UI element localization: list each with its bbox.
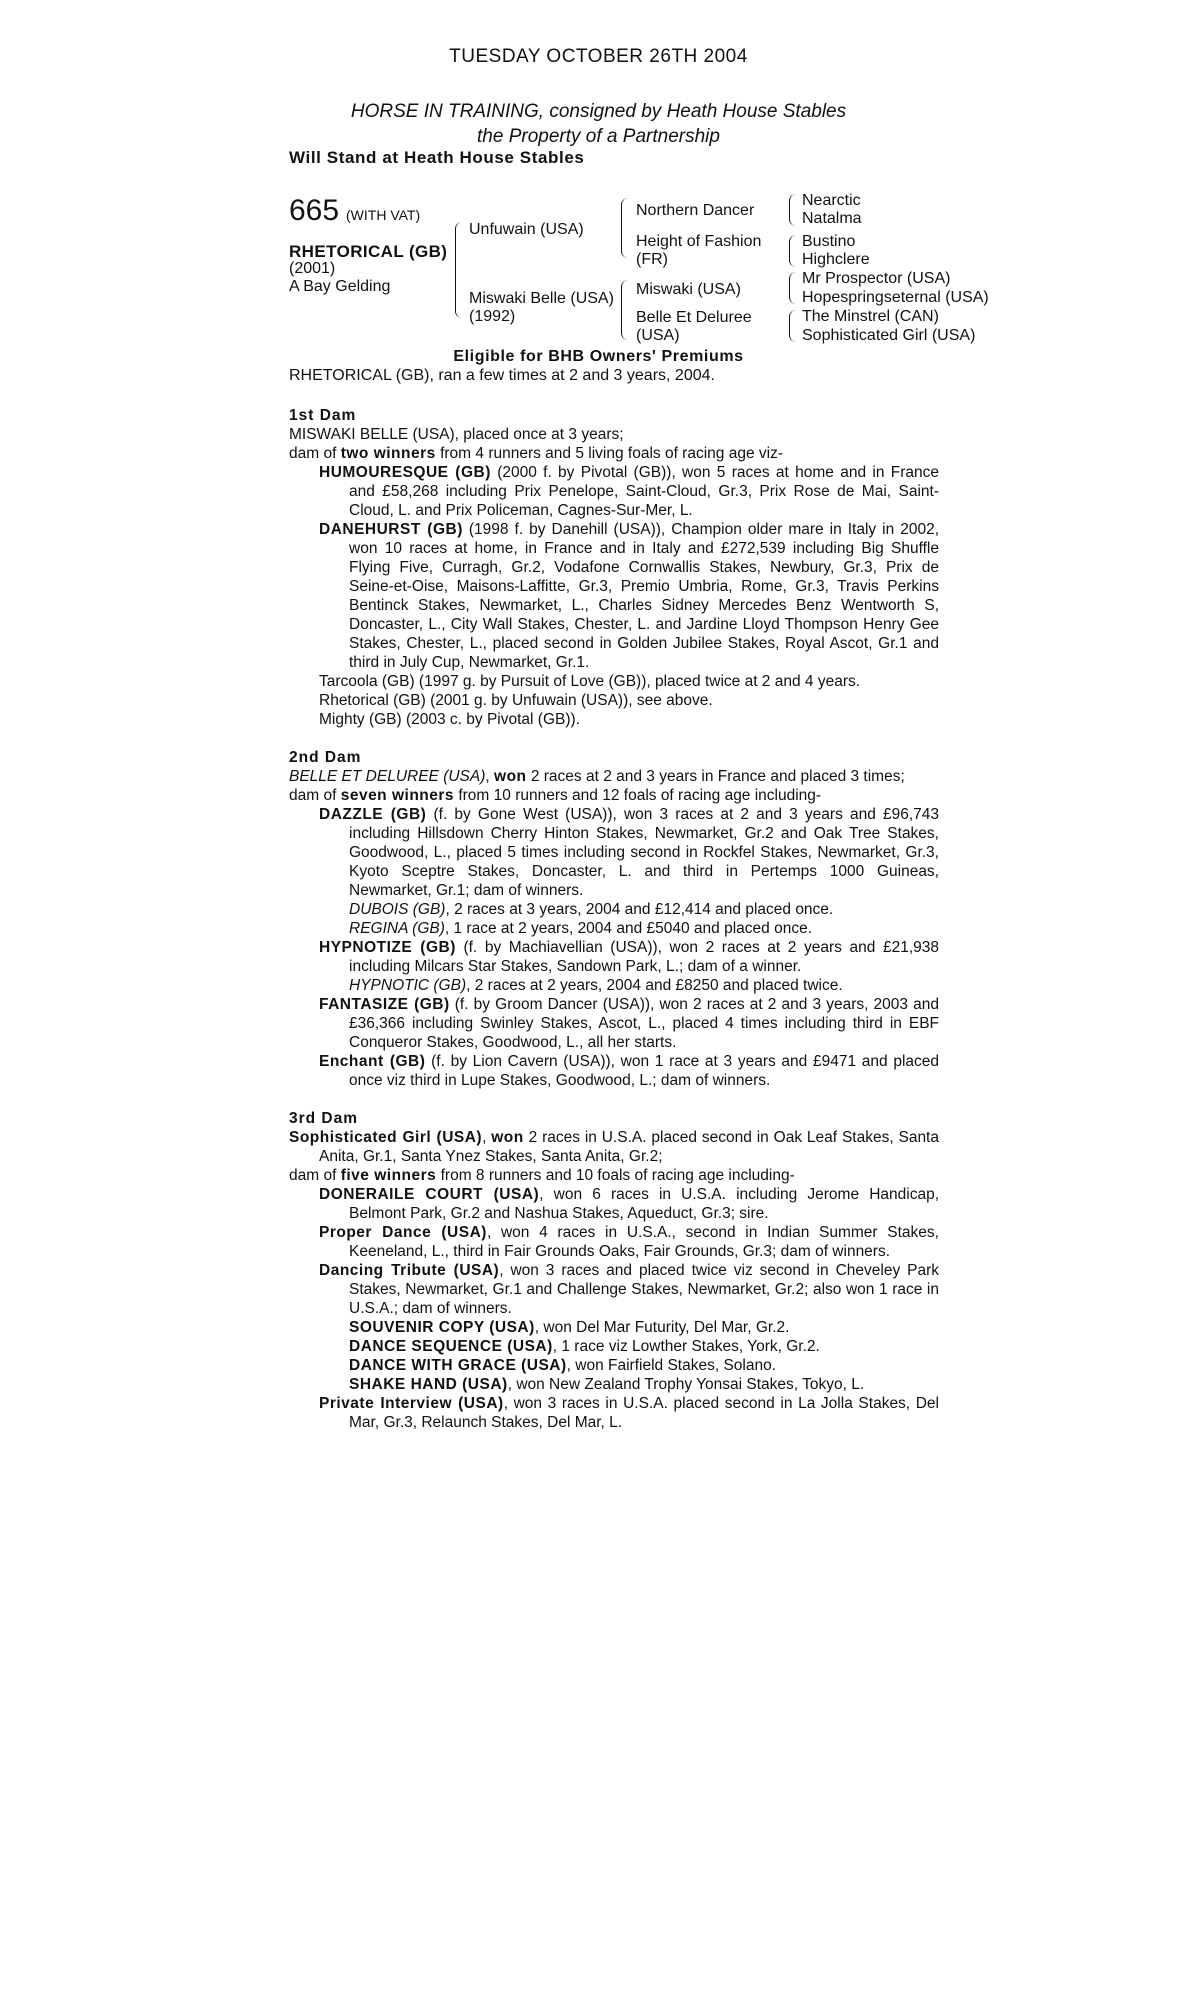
produce-sub-entry: REGINA (GB), 1 race at 2 years, 2004 and £5040 and placed once. — [349, 920, 812, 937]
property-line: the Property of a Partnership — [477, 126, 720, 147]
produce-entry: Rhetorical (GB) (2001 g. by Unfuwain (USA)), see above. — [319, 692, 713, 709]
pedigree-dam: Miswaki Belle (USA) — [469, 290, 614, 307]
dam-produce-summary: dam of five winners from 8 runners and 10 foals of racing age including- — [289, 1167, 795, 1184]
lot-number: 665 — [289, 194, 340, 227]
pedigree-ggd-2: Highclere — [802, 251, 870, 268]
horse-description: A Bay Gelding — [289, 278, 391, 295]
pedigree-brace-g1 — [789, 194, 796, 226]
pedigree-dam-sire: Miswaki (USA) — [636, 281, 741, 298]
sale-date: TUESDAY OCTOBER 26TH 2004 — [449, 46, 748, 67]
pedigree-brace-main — [455, 222, 462, 318]
pedigree-ggs-1: Nearctic — [802, 192, 861, 209]
pedigree-brace-sire — [621, 198, 628, 258]
pedigree-brace-g4 — [789, 310, 796, 342]
dam-record: Sophisticated Girl (USA), won 2 races in U.S.A. placed second in Oak Leaf Stakes, Santa Anita, Gr.1, Santa Ynez Stakes, Santa Anita, Gr.2; — [289, 1129, 939, 1165]
pedigree-sire-sire: Northern Dancer — [636, 202, 755, 219]
pedigree-ggd-3: Hopespringseternal (USA) — [802, 289, 989, 306]
horse-year: (2001) — [289, 260, 336, 277]
pedigree-sire: Unfuwain (USA) — [469, 221, 584, 238]
produce-sub-entry: SOUVENIR COPY (USA), won Del Mar Futurity, Del Mar, Gr.2. — [349, 1319, 790, 1336]
produce-sub-entry: DANCE SEQUENCE (USA), 1 race viz Lowther Stakes, York, Gr.2. — [349, 1338, 820, 1355]
pedigree-ggs-2: Bustino — [802, 233, 856, 250]
produce-sub-entry: DANCE WITH GRACE (USA), won Fairfield Stakes, Solano. — [349, 1357, 777, 1374]
produce-entry: FANTASIZE (GB) (f. by Groom Dancer (USA)), won 2 races at 2 and 3 years, 2003 and £36,366 including Swinley Stakes, Ascot, L., placed 4 times including third in EBF Conqueror Stakes, Goodwood, L., all her starts. — [319, 996, 940, 1051]
pedigree-dam-dam-country: (USA) — [636, 327, 680, 344]
produce-entry: DAZZLE (GB) (f. by Gone West (USA)), won 3 races at 2 and 3 years and £96,743 including Hillsdown Cherry Hinton Stakes, Newmarket, Gr.2 and Oak Tree Stakes, Goodwood, L., placed 5 times including second in Rockfel Stakes, Newmarket, Gr.3, Kyoto Sceptre Stakes, Doncaster, L. and third in Pertemps 1000 Guineas, Newmarket, Gr.1; dam of winners. — [319, 806, 940, 899]
produce-entry: Enchant (GB) (f. by Lion Cavern (USA)), won 1 race at 3 years and £9471 and placed once viz third in Lupe Stakes, Goodwood, L.; dam of winners. — [319, 1053, 939, 1089]
produce-record — [289, 406, 939, 1451]
eligibility-note: Eligible for BHB Owners' Premiums — [453, 348, 744, 365]
produce-entry: Private Interview (USA), won 3 races in U.S.A. placed second in La Jolla Stakes, Del Mar, Gr.3, Relaunch Stakes, Del Mar, L. — [319, 1395, 939, 1431]
dam-produce-summary: dam of two winners from 4 runners and 5 living foals of racing age viz- — [289, 445, 783, 462]
pedigree-sire-dam-country: (FR) — [636, 251, 668, 268]
produce-entry: Tarcoola (GB) (1997 g. by Pursuit of Love (GB)), placed twice at 2 and 4 years. — [319, 673, 861, 690]
pedigree-brace-g3 — [789, 272, 796, 304]
pedigree-dam-year: (1992) — [469, 308, 516, 325]
pedigree-brace-dam — [621, 280, 628, 340]
produce-entry: Mighty (GB) (2003 c. by Pivotal (GB)). — [319, 711, 580, 728]
lot-vat-note: (WITH VAT) — [346, 207, 421, 223]
pedigree-ggd-4: Sophisticated Girl (USA) — [802, 327, 976, 344]
produce-sub-entry: SHAKE HAND (USA), won New Zealand Trophy Yonsai Stakes, Tokyo, L. — [349, 1376, 865, 1393]
pedigree-sire-dam: Height of Fashion — [636, 233, 762, 250]
second-dam-section — [289, 748, 939, 1090]
pedigree-ggd-1: Natalma — [802, 210, 862, 227]
third-dam-section — [289, 1109, 939, 1432]
pedigree-brace-g2 — [789, 235, 796, 267]
consignment-line: HORSE IN TRAINING, consigned by Heath House Stables — [350, 101, 847, 122]
pedigree-ggs-4: The Minstrel (CAN) — [802, 308, 939, 325]
produce-entry: HYPNOTIZE (GB) (f. by Machiavellian (USA)), won 2 races at 2 years and £21,938 including Milcars Star Stakes, Sandown Park, L.; dam of a winner. — [319, 939, 939, 975]
produce-entry: DANEHURST (GB) (1998 f. by Danehill (USA)), Champion older mare in Italy in 2002, won 10 races at home, in France and in Italy and £272,539 including Big Shuffle Flying Five, Curragh, Gr.2, Vodafone Cornwallis Stakes, Newbury, Gr.3, Prix de Seine-et-Oise, Maisons-Laffitte, Gr.3, Premio Umbria, Rome, Gr.3, Travis Perkins Bentinck Stakes, Newmarket, L., Charles Sidney Mercedes Benz Wentworth S, Doncaster, L., City Wall Stakes, Chester, L. and Jardine Lloyd Thompson Henry Gee Stakes, Chester, L., placed second in Golden Jubilee Stakes, Royal Ascot, Gr.1 and third in July Cup, Newmarket, Gr.1. — [319, 521, 939, 671]
pedigree-dam-dam: Belle Et Deluree — [636, 309, 752, 326]
section-title: 3rd Dam — [289, 1110, 359, 1127]
dam-record: BELLE ET DELUREE (USA), won 2 races at 2 and 3 years in France and placed 3 times; — [289, 768, 905, 785]
produce-entry: Proper Dance (USA), won 4 races in U.S.A., second in Indian Summer Stakes, Keeneland, L., third in Fair Grounds Oaks, Fair Grounds, Gr.3; dam of winners. — [319, 1224, 939, 1260]
produce-entry: HUMOURESQUE (GB) (2000 f. by Pivotal (GB)), won 5 races at home and in France and £58,268 including Prix Penelope, Saint-Cloud, Gr.3, Prix Rose de Mai, Saint-Cloud, L. and Prix Policeman, Cagnes-Sur-Mer, L. — [319, 464, 940, 519]
produce-entry: DONERAILE COURT (USA), won 6 races in U.S.A. including Jerome Handicap, Belmont Park, Gr.2 and Nashua Stakes, Aqueduct, Gr.3; sire. — [319, 1186, 939, 1222]
pedigree-ggs-3: Mr Prospector (USA) — [802, 270, 951, 287]
produce-sub-entry: DUBOIS (GB), 2 races at 3 years, 2004 and £12,414 and placed once. — [349, 901, 834, 918]
dam-produce-summary: dam of seven winners from 10 runners and 12 foals of racing age including- — [289, 787, 822, 804]
section-title: 1st Dam — [289, 407, 357, 424]
horse-name: RHETORICAL (GB) — [289, 242, 448, 261]
first-dam-section — [289, 406, 939, 729]
section-title: 2nd Dam — [289, 749, 362, 766]
dam-record: MISWAKI BELLE (USA), placed once at 3 years; — [289, 426, 624, 443]
produce-entry: Dancing Tribute (USA), won 3 races and placed twice viz second in Cheveley Park Stakes, Newmarket, Gr.1 and Challenge Stakes, Newmarket, Gr.2; also won 1 race in U.S.A.; dam of winners. — [319, 1262, 939, 1317]
race-summary: RHETORICAL (GB), ran a few times at 2 and 3 years, 2004. — [289, 367, 715, 384]
stand-line: Will Stand at Heath House Stables — [289, 148, 585, 167]
produce-sub-entry: HYPNOTIC (GB), 2 races at 2 years, 2004 and £8250 and placed twice. — [349, 977, 843, 994]
